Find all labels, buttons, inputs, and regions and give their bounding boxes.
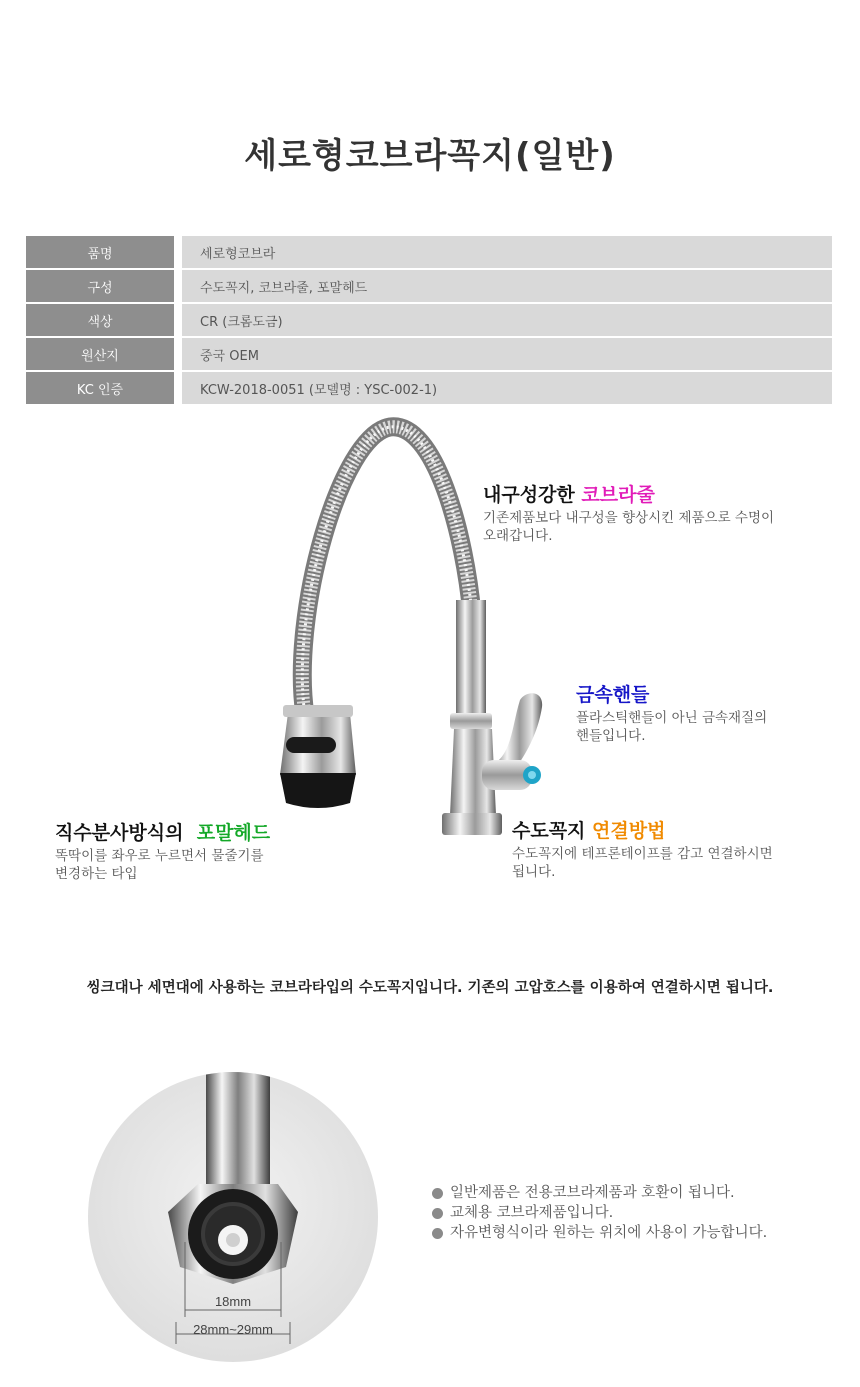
bullet-icon xyxy=(432,1188,443,1199)
callout-title-accent: 코브라줄 xyxy=(581,484,655,506)
spec-row-origin xyxy=(26,338,832,370)
spec-label: 품명 xyxy=(26,236,174,268)
list-item: 자유변형식이라 원하는 위치에 사용이 가능합니다. xyxy=(432,1223,767,1243)
callout-connection xyxy=(512,816,773,881)
nozzle-closeup xyxy=(88,1072,378,1362)
callout-desc-line: 오래갑니다. xyxy=(483,528,553,544)
spec-row-kc xyxy=(26,372,832,404)
callout-title: 수도꼭지 xyxy=(512,820,593,842)
callout-desc-line: 수도꼭지에 테프론테이프를 감고 연결하시면 xyxy=(512,846,773,862)
feature-list xyxy=(432,1183,767,1243)
callout-desc-line: 플라스틱핸들이 아닌 금속재질의 xyxy=(576,710,768,726)
spec-value: 수도꼭지, 코브라줄, 포말헤드 xyxy=(182,270,832,302)
callout-foam-head xyxy=(55,818,270,883)
callout-desc-line: 핸들입니다. xyxy=(576,728,646,744)
inner-diameter-label: 18mm xyxy=(214,1294,252,1309)
spec-label: 색상 xyxy=(26,304,174,336)
bullet-icon xyxy=(432,1208,443,1219)
bullet-icon xyxy=(432,1228,443,1239)
spec-label: 구성 xyxy=(26,270,174,302)
product-summary: 씽크대나 세면대에 사용하는 코브라타입의 수도꼭지입니다. 기존의 고압호스를 이용하여 연결하시면 됩니다. xyxy=(86,980,774,996)
callout-desc-line: 기존제품보다 내구성을 향상시킨 제품으로 수명이 xyxy=(483,510,775,526)
callout-title-accent: 포말헤드 xyxy=(196,822,271,844)
list-item: 교체용 코브라제품입니다. xyxy=(432,1203,767,1223)
spec-table xyxy=(26,234,832,406)
spec-label: 원산지 xyxy=(26,338,174,370)
spec-row-composition xyxy=(26,270,832,302)
list-item: 일반제품은 전용코브라제품과 호환이 됩니다. xyxy=(432,1183,767,1203)
spec-row-name xyxy=(26,236,832,268)
callout-desc-line: 됩니다. xyxy=(512,864,556,880)
callout-desc-line: 똑딱이를 좌우로 누르면서 물줄기를 xyxy=(55,848,264,864)
callout-title: 직수분사방식의 xyxy=(55,822,197,844)
spec-row-color xyxy=(26,304,832,336)
callout-metal-handle xyxy=(576,680,767,745)
spec-value: 중국 OEM xyxy=(182,338,832,370)
spec-value: 세로형코브라 xyxy=(182,236,832,268)
spec-value: KCW-2018-0051 (모델명 : YSC-002-1) xyxy=(182,372,832,404)
page-title: 세로형코브라꼭지(일반) xyxy=(244,136,616,176)
outer-diameter-label: 28mm~29mm xyxy=(193,1322,273,1337)
callout-title: 내구성강한 xyxy=(483,484,582,506)
spec-value: CR (크롬도금) xyxy=(182,304,832,336)
callout-title-accent: 금속핸들 xyxy=(576,684,650,706)
spec-label: KC 인증 xyxy=(26,372,174,404)
nozzle-closeup-image xyxy=(88,1072,378,1362)
callout-title-accent: 연결방법 xyxy=(592,820,666,842)
callout-desc-line: 변경하는 타입 xyxy=(55,866,138,882)
callout-cobra-hose xyxy=(483,480,774,545)
